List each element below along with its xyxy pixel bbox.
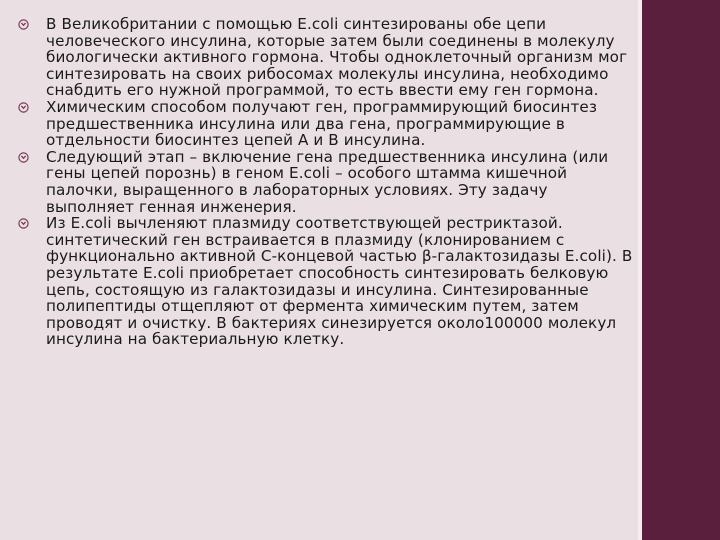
circled-arrow-bullet-icon <box>18 19 29 30</box>
circled-arrow-bullet-icon <box>18 218 29 229</box>
bullet-text: Химическим способом получают ген, программирующий биосинтез предшественника инсулина или два гена, программирующие в отдельности биосинтез цепей А и В инсулина. <box>46 97 598 150</box>
circled-arrow-bullet-icon <box>18 102 29 113</box>
bullet-text: Из E.coli вычленяют плазмиду соответствующей рестриктазой. синтетический ген встраивается в плазмиду (клонированием с функционально активной С-концевой частью β-галактозидазы E.coli). В результате E.coli приобретает способность синтезировать белковую цепь, состоящую из галактозидазы и инсулина. Синтезированные полипептиды отщепляют от фермента химическим путем, затем проводят и очистку. В бактериях синезируется около100000 молекул инсулина на бактериальную клетку. <box>46 214 633 349</box>
bullet-list <box>18 16 638 348</box>
bullet-item <box>18 149 638 215</box>
bullet-item <box>18 16 638 99</box>
bullet-text: В Великобритании с помощью E.coli синтезированы обе цепи человеческого инсулина, которые затем были соединены в молекулу биологически активного гормона. Чтобы одноклеточный организм мог синтезировать на своих рибосомах молекулы инсулина, необходимо снабдить его нужной программой, то есть ввести ему ген гормона. <box>46 15 628 100</box>
circled-arrow-bullet-icon <box>18 152 29 163</box>
bullet-item <box>18 215 638 348</box>
side-band <box>642 0 720 540</box>
bullet-text: Следующий этап – включение гена предшественника инсулина (или гены цепей порознь) в геном E.coli – особого штамма кишечной палочки, выращенного в лабораторных условиях. Эту задачу выполняет генная инженерия. <box>46 147 609 216</box>
bullet-item <box>18 99 638 149</box>
